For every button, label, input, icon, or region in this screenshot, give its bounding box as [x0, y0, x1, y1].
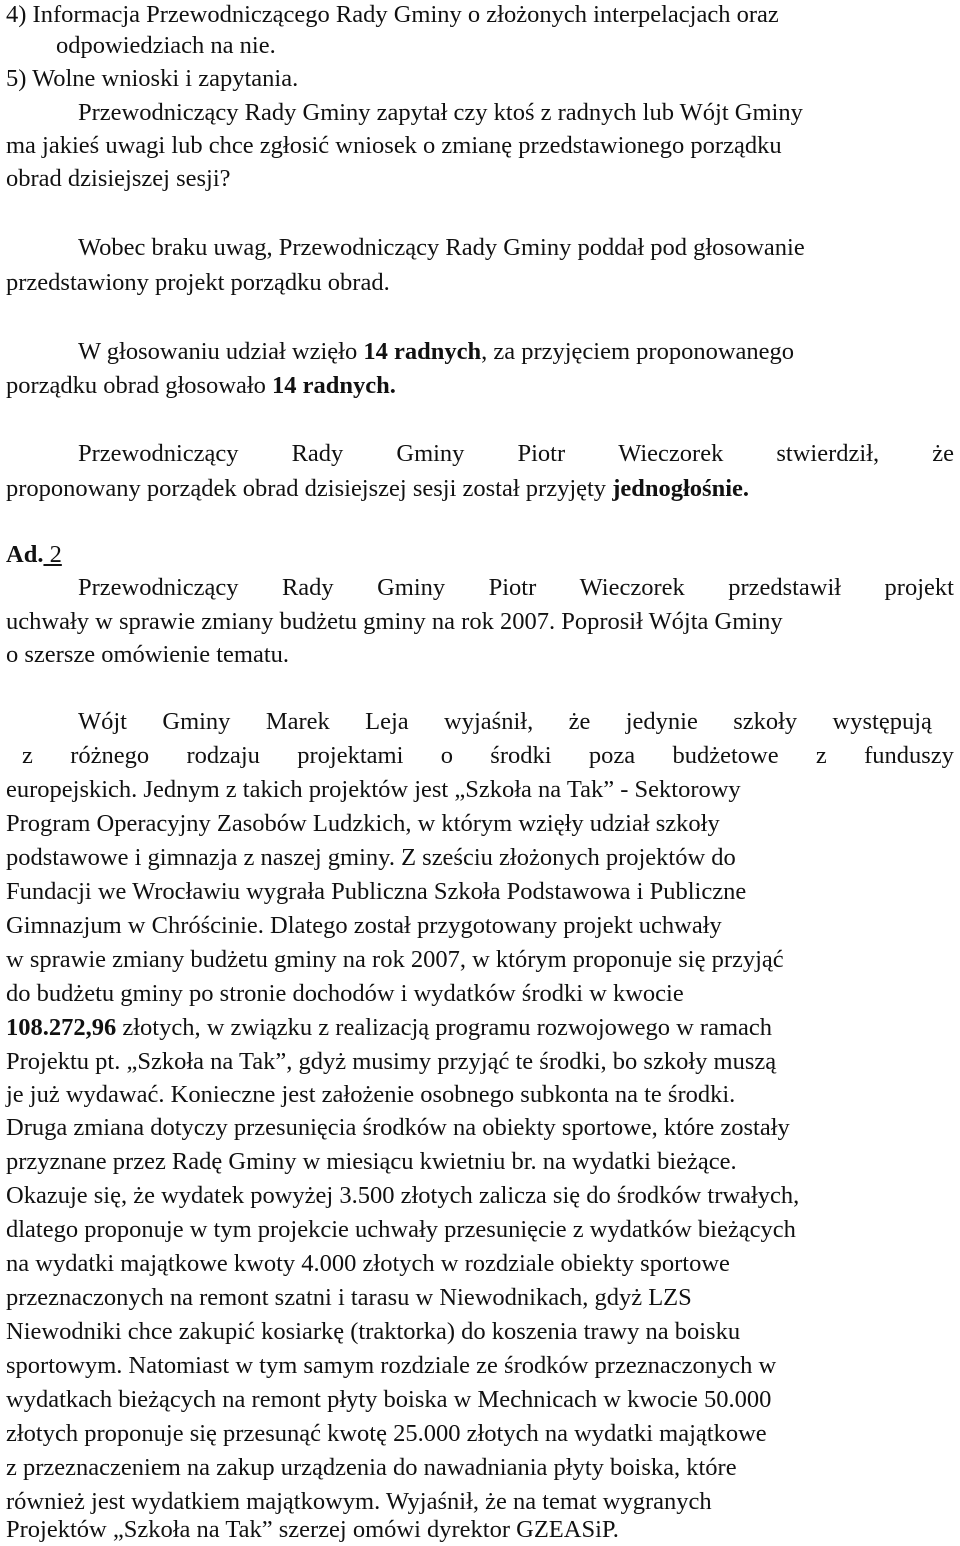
paragraph-line: europejskich. Jednym z takich projektów jest „Szkoła na Tak” - Sektorowy — [6, 776, 741, 803]
underlined-number: 2 — [43, 541, 62, 568]
paragraph-line: na wydatki majątkowe kwoty 4.000 złotych w rozdziale obiekty sportowe — [6, 1250, 730, 1277]
word: przedstawił — [728, 574, 842, 601]
paragraph-line: z przeznaczeniem na zakup urządzenia do nawadniania płyty boiska, które — [6, 1454, 737, 1481]
word: Rady — [281, 574, 334, 601]
word: projekt — [884, 574, 954, 601]
paragraph-line — [78, 337, 954, 367]
word: że — [568, 708, 591, 735]
paragraph-line: przyznane przez Radę Gminy w miesiącu kwietniu br. na wydatki bieżące. — [6, 1148, 737, 1175]
bold-text: 14 radnych. — [272, 372, 396, 399]
paragraph-line: Fundacji we Wrocławiu wygrała Publiczna Szkoła Podstawowa i Publiczne — [6, 878, 747, 905]
text-span: , za przyjęciem proponowanego — [481, 338, 795, 365]
paragraph-line: przedstawiony projekt porządku obrad. — [6, 269, 390, 296]
word: stwierdził, — [776, 440, 880, 467]
paragraph-line — [6, 371, 954, 401]
paragraph-line: uchwały w sprawie zmiany budżetu gminy na rok 2007. Poprosił Wójta Gminy — [6, 608, 783, 635]
word: środki — [490, 742, 552, 769]
word: szkoły — [733, 708, 798, 735]
paragraph-line: również jest wydatkiem majątkowym. Wyjaśnił, że na temat wygranych — [6, 1488, 712, 1515]
agenda-item-4-line-2: odpowiedziach na nie. — [56, 32, 276, 59]
paragraph-line: Niewodniki chce zakupić kosiarkę (traktorka) do koszenia trawy na boisku — [6, 1318, 741, 1345]
paragraph-line: Gimnazjum w Chróścinie. Dlatego został przygotowany projekt uchwały — [6, 912, 722, 939]
paragraph-line: dlatego proponuje w tym projekcie uchwały przesunięcie z wydatków bieżących — [6, 1216, 796, 1243]
paragraph-line: wydatkach bieżących na remont płyty boiska w Mechnicach w kwocie 50.000 — [6, 1386, 772, 1413]
paragraph-line-justified — [22, 741, 954, 771]
paragraph-line: obrad dzisiejszej sesji? — [6, 165, 231, 192]
word: Gminy — [162, 708, 231, 735]
word: jedynie — [625, 708, 698, 735]
word: Gminy — [396, 440, 465, 467]
word: z — [815, 742, 827, 769]
paragraph-line: o szersze omówienie tematu. — [6, 641, 290, 668]
word: z — [22, 742, 33, 769]
text-span: złotych, w związku z realizacją programu rozwojowego w ramach — [116, 1014, 773, 1041]
word: że — [932, 440, 954, 467]
paragraph-line: do budżetu gminy po stronie dochodów i wydatków środki w kwocie — [6, 980, 684, 1007]
paragraph-line-justified — [78, 573, 954, 603]
bold-text: jednogłośnie. — [612, 475, 749, 502]
paragraph-line: je już wydawać. Konieczne jest założenie osobnego subkonta na te środki. — [6, 1081, 736, 1108]
paragraph-line: Przewodniczący Rady Gminy zapytał czy ktoś z radnych lub Wójt Gminy — [78, 99, 803, 126]
paragraph-line: przeznaczonych na remont szatni i tarasu w Niewodnikach, gdyż LZS — [6, 1284, 692, 1311]
paragraph-line: Projektów „Szkoła na Tak” szerzej omówi dyrektor GZEASiP. — [6, 1516, 619, 1543]
paragraph-line: Projektu pt. „Szkoła na Tak”, gdyż musimy przyjąć te środki, bo szkoły muszą — [6, 1048, 777, 1075]
paragraph-line: Okazuje się, że wydatek powyżej 3.500 złotych zalicza się do środków trwałych, — [6, 1182, 800, 1209]
word: Przewodniczący — [78, 440, 239, 467]
paragraph-line-justified — [78, 439, 954, 469]
paragraph-line — [6, 1013, 954, 1043]
paragraph-line: Wobec braku uwag, Przewodniczący Rady Gminy poddał pod głosowanie — [78, 234, 805, 261]
word: Piotr — [488, 574, 537, 601]
section-heading-ad-2 — [6, 540, 954, 570]
word: Rady — [291, 440, 344, 467]
paragraph-line: podstawowe i gimnazja z naszej gminy. Z sześciu złożonych projektów do — [6, 844, 736, 871]
text-span: porządku obrad głosowało — [6, 372, 273, 399]
word: Wójt — [78, 708, 127, 735]
text-span: proponowany porządek obrad dzisiejszej sesji został przyjęty — [6, 475, 613, 502]
word: Wieczorek — [618, 440, 724, 467]
word: Przewodniczący — [78, 574, 239, 601]
paragraph-line: złotych proponuje się przesunąć kwotę 25.000 złotych na wydatki majątkowe — [6, 1420, 767, 1447]
paragraph-line: ma jakieś uwagi lub chce zgłosić wniosek o zmianę przedstawionego porządku — [6, 132, 782, 159]
word: o — [440, 742, 453, 769]
paragraph-line-justified — [78, 707, 932, 737]
paragraph-line: Program Operacyjny Zasobów Ludzkich, w którym wzięły udział szkoły — [6, 810, 720, 837]
word: Wieczorek — [579, 574, 685, 601]
word: wyjaśnił, — [444, 708, 534, 735]
paragraph-line: sportowym. Natomiast w tym samym rozdziale ze środków przeznaczonych w — [6, 1352, 777, 1379]
paragraph-line — [6, 474, 954, 504]
word: poza — [588, 742, 636, 769]
word: projektami — [297, 742, 404, 769]
word: Leja — [365, 708, 409, 735]
word: rodzaju — [186, 742, 260, 769]
bold-text: 14 radnych — [363, 338, 482, 365]
word: występują — [832, 708, 932, 735]
bold-text: Ad. — [6, 541, 44, 568]
agenda-item-4-line-1: 4) Informacja Przewodniczącego Rady Gminy o złożonych interpelacjach oraz — [6, 1, 779, 28]
word: Gminy — [377, 574, 446, 601]
text-span: W głosowaniu udział wzięło — [78, 338, 364, 365]
paragraph-line: w sprawie zmiany budżetu gminy na rok 2007, w którym proponuje się przyjąć — [6, 946, 784, 973]
word: Marek — [265, 708, 330, 735]
agenda-item-5: 5) Wolne wnioski i zapytania. — [6, 65, 299, 92]
word: budżetowe — [672, 742, 779, 769]
paragraph-line: Druga zmiana dotyczy przesunięcia środków na obiekty sportowe, które zostały — [6, 1114, 790, 1141]
word: funduszy — [864, 742, 954, 769]
bold-amount: 108.272,96 — [6, 1014, 117, 1041]
word: różnego — [70, 742, 150, 769]
word: Piotr — [517, 440, 566, 467]
